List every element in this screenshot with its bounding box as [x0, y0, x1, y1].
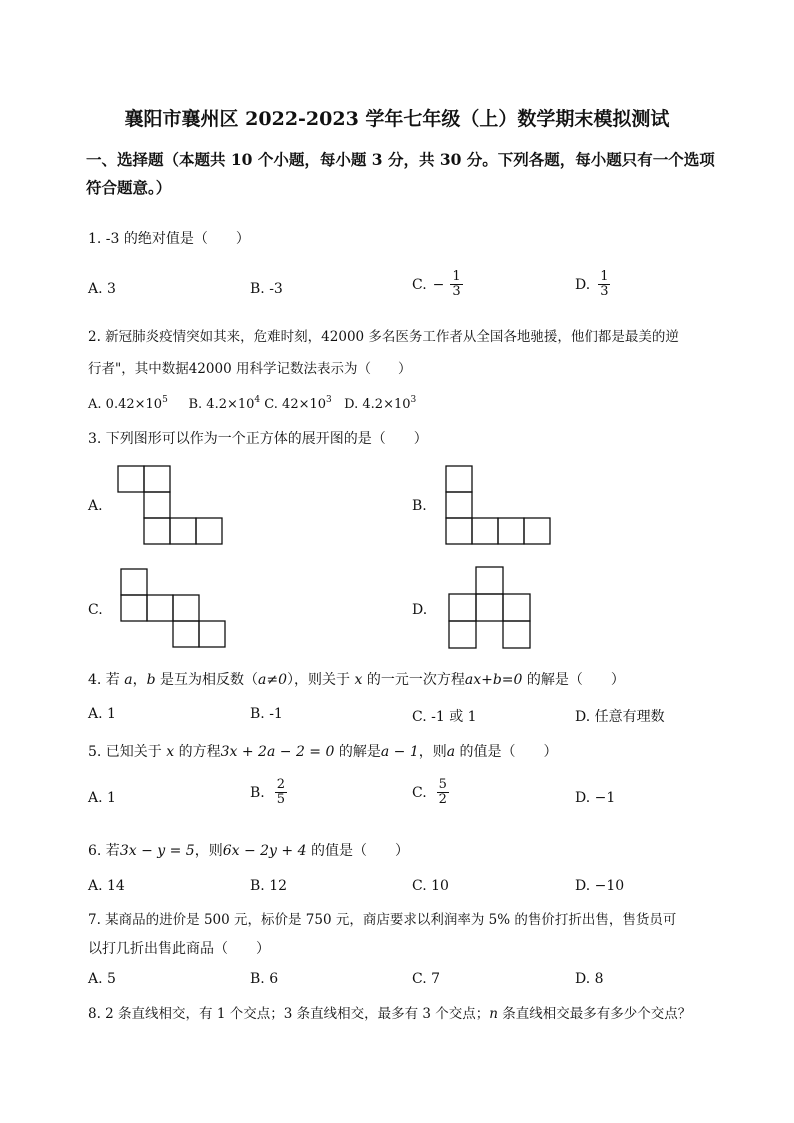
q5-option-b-label: B.	[250, 784, 265, 801]
q1-option-a: A. 3	[88, 281, 116, 297]
q2-option-b-label: B.	[188, 397, 203, 412]
q5-option-c-label: C.	[412, 784, 427, 801]
q2-option-d-label: D.	[344, 397, 359, 412]
q2-option-d-value: $4.2\times 10^3$	[362, 395, 417, 412]
q3-option-c-figure	[121, 569, 225, 647]
q5-option-a: A. 1	[88, 790, 116, 806]
question-7-stem-line2: 以打几折出售此商品（ ）	[88, 941, 270, 957]
q6-option-b: B. 12	[250, 878, 288, 894]
fraction-numerator: 5	[438, 777, 447, 792]
fraction-denominator: 5	[276, 792, 286, 807]
q3-option-d-figure	[449, 567, 530, 648]
question-2-stem-line2: 行者"，其中数据42000 用科学记数法表示为（ ）	[88, 361, 412, 377]
q1-option-c-label: C.	[412, 276, 427, 293]
q3-option-b-label: B.	[412, 498, 427, 514]
q7-option-d: D. 8	[575, 971, 604, 987]
q7-option-a: A. 5	[88, 971, 116, 987]
q2-option-c-label: C.	[264, 397, 278, 412]
question-8-stem: 8. 2 条直线相交，有 1 个交点；3 条直线相交，最多有 3 个交点；n 条直线相交最多有多少个交点？	[88, 1006, 692, 1022]
q4-option-d: D. 任意有理数	[575, 709, 665, 725]
fraction-denominator: 3	[452, 284, 461, 299]
q5-option-c	[412, 778, 449, 807]
question-4-stem: 4. 若 a，b 是互为相反数（a≠0），则关于 x 的一元一次方程ax+b=0 的解是（ ）	[88, 672, 625, 688]
q5-option-d: D. −1	[575, 790, 616, 806]
fraction-denominator: 2	[438, 792, 447, 807]
q2-option-a-value: $0.42\times 10^5$	[105, 395, 168, 412]
page-title: 襄阳市襄州区 2022-2023 学年七年级（上）数学期末模拟测试	[124, 108, 670, 130]
q3-option-d-label: D.	[412, 602, 428, 618]
q4-option-c: C. -1 或 1	[412, 709, 477, 725]
q1-option-b: B. -3	[250, 281, 283, 297]
q1-option-c-sign: −	[432, 276, 445, 293]
q6-option-d: D. −10	[575, 878, 625, 894]
q4-option-a: A. 1	[88, 706, 116, 722]
q4-option-b: B. -1	[250, 706, 283, 722]
fraction-numerator: 1	[600, 269, 609, 284]
q5-option-b	[250, 778, 287, 807]
question-5-stem: 5. 已知关于 x 的方程3x + 2a − 2 = 0 的解是a − 1，则a 的值是（ ）	[88, 744, 558, 760]
question-2-stem-line1: 2. 新冠肺炎疫情突如其来，危难时刻，42000 多名医务工作者从全国各地驰援，他们都是最美的逆	[88, 329, 679, 345]
q3-option-c-label: C.	[88, 602, 103, 618]
q2-option-a-label: A.	[88, 397, 102, 412]
q5-option-c-fraction	[437, 778, 449, 807]
question-6-stem: 6. 若3x − y = 5，则6x − 2y + 4 的值是（ ）	[88, 843, 409, 859]
fraction-denominator: 3	[600, 284, 609, 299]
q3-option-a-figure	[118, 466, 222, 544]
q2-option-c-value: $42\times 10^3$	[282, 395, 332, 412]
q6-option-a: A. 14	[88, 878, 125, 894]
q1-option-d-label: D.	[575, 276, 591, 293]
section-heading: 一、选择题（本题共 10 个小题，每小题 3 分，共 30 分。下列各题，每小题只有一个选项符合题意。）	[86, 150, 715, 197]
question-7-stem-line1: 7. 某商品的进价是 500 元，标价是 750 元，商店要求以利润率为 5% 的售价打折出售，售货员可	[88, 912, 677, 928]
q6-option-c: C. 10	[412, 878, 449, 894]
q5-option-b-fraction	[275, 778, 287, 807]
q3-option-b-figure	[446, 466, 550, 544]
question-3-stem: 3. 下列图形可以作为一个正方体的展开图的是（ ）	[88, 431, 428, 447]
q3-option-a-label: A.	[88, 498, 103, 514]
question-1-stem: 1. -3 的绝对值是（ ）	[88, 231, 250, 247]
q7-option-b: B. 6	[250, 971, 279, 987]
fraction-numerator: 1	[452, 269, 461, 284]
q2-option-b-value: $4.2\times 10^4$	[206, 395, 261, 412]
fraction-numerator: 2	[276, 777, 286, 792]
q7-option-c: C. 7	[412, 971, 441, 987]
